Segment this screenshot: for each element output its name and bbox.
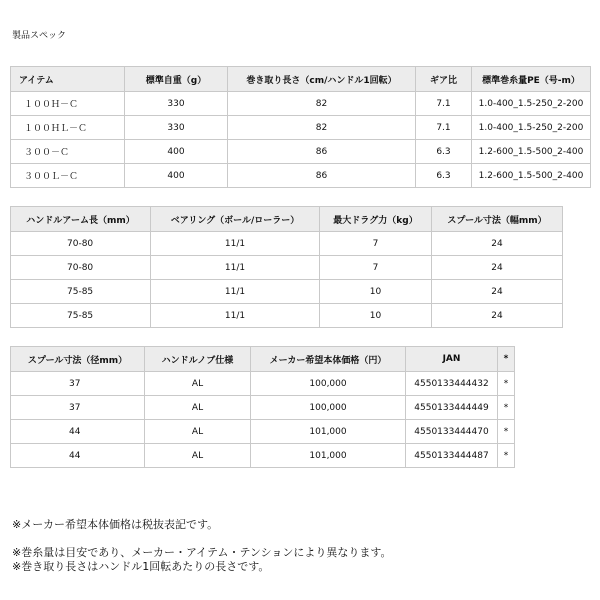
table-cell: 400 — [125, 164, 228, 188]
column-header: ハンドルアーム長（mm） — [11, 207, 151, 232]
table-cell: 1.0-400_1.5-250_2-200 — [472, 116, 591, 140]
table-cell: 44 — [11, 444, 145, 468]
table-cell: 11/1 — [151, 280, 320, 304]
table-cell: AL — [145, 372, 251, 396]
table-cell: 100,000 — [251, 372, 406, 396]
spec-table-3 — [10, 346, 515, 468]
column-header: ベアリング（ボール/ローラー） — [151, 207, 320, 232]
table-row — [11, 232, 563, 256]
table-cell: 400 — [125, 140, 228, 164]
table-cell: ３００－Ｃ — [11, 140, 125, 164]
table-cell: 75-85 — [11, 304, 151, 328]
spec-table-1 — [10, 66, 591, 188]
note-line-capacity: ※巻糸量は目安であり、メーカー・アイテム・テンションにより異なります。 — [12, 546, 392, 559]
table-cell: * — [498, 396, 515, 420]
table-cell: 6.3 — [416, 140, 472, 164]
column-header: * — [498, 347, 515, 372]
table-cell: AL — [145, 420, 251, 444]
table-cell: * — [498, 372, 515, 396]
table-cell: * — [498, 444, 515, 468]
table-cell: 7 — [320, 256, 432, 280]
table-cell: 4550133444470 — [406, 420, 498, 444]
table-row — [11, 372, 515, 396]
page-title: 製品スペック — [12, 31, 67, 41]
table-cell: 11/1 — [151, 256, 320, 280]
table-cell: 70-80 — [11, 232, 151, 256]
column-header: ギア比 — [416, 67, 472, 92]
table-cell: 70-80 — [11, 256, 151, 280]
table-cell: 24 — [432, 280, 563, 304]
table-cell: 82 — [228, 92, 416, 116]
table-row — [11, 444, 515, 468]
table-cell: 24 — [432, 232, 563, 256]
column-header: アイテム — [11, 67, 125, 92]
table-cell: 1.2-600_1.5-500_2-400 — [472, 140, 591, 164]
table-row — [11, 420, 515, 444]
table-cell: 4550133444487 — [406, 444, 498, 468]
table-header-row — [11, 67, 591, 92]
table-cell: 75-85 — [11, 280, 151, 304]
table-cell: AL — [145, 444, 251, 468]
table-cell: 11/1 — [151, 304, 320, 328]
table-cell: 86 — [228, 140, 416, 164]
table-cell: 6.3 — [416, 164, 472, 188]
table-cell: 86 — [228, 164, 416, 188]
column-header: ハンドルノブ仕様 — [145, 347, 251, 372]
table-cell: ３００Ｌ－Ｃ — [11, 164, 125, 188]
column-header: メーカー希望本体価格（円） — [251, 347, 406, 372]
table-row — [11, 280, 563, 304]
table-cell: 1.2-600_1.5-500_2-400 — [472, 164, 591, 188]
table-cell: 11/1 — [151, 232, 320, 256]
column-header: スプール寸法（径mm） — [11, 347, 145, 372]
table-cell: 101,000 — [251, 420, 406, 444]
table-row — [11, 304, 563, 328]
column-header: スプール寸法（幅mm） — [432, 207, 563, 232]
table-cell: 10 — [320, 280, 432, 304]
table-cell: 44 — [11, 420, 145, 444]
table-row — [11, 140, 591, 164]
table-cell: 7.1 — [416, 116, 472, 140]
table-cell: 101,000 — [251, 444, 406, 468]
notes — [12, 518, 392, 574]
table-cell: AL — [145, 396, 251, 420]
table-row — [11, 396, 515, 420]
table-cell: 37 — [11, 396, 145, 420]
table-cell: １００ＨＬ－Ｃ — [11, 116, 125, 140]
spec-table-2 — [10, 206, 563, 328]
table-cell: 100,000 — [251, 396, 406, 420]
table-cell: * — [498, 420, 515, 444]
table-cell: 330 — [125, 92, 228, 116]
table-header-row — [11, 207, 563, 232]
table-cell: 7.1 — [416, 92, 472, 116]
note-tax: ※メーカー希望本体価格は税抜表記です。 — [12, 518, 219, 531]
column-header: 最大ドラグ力（kg） — [320, 207, 432, 232]
column-header: JAN — [406, 347, 498, 372]
table-cell: 7 — [320, 232, 432, 256]
table-cell: 4550133444449 — [406, 396, 498, 420]
note-retrieve-length: ※巻き取り長さはハンドル1回転あたりの長さです。 — [12, 560, 270, 573]
table-cell: 4550133444432 — [406, 372, 498, 396]
table-cell: 24 — [432, 256, 563, 280]
table-cell: 1.0-400_1.5-250_2-200 — [472, 92, 591, 116]
table-cell: 10 — [320, 304, 432, 328]
table-cell: 330 — [125, 116, 228, 140]
column-header: 巻き取り長さ（cm/ハンドル1回転） — [228, 67, 416, 92]
table-row — [11, 116, 591, 140]
table-row — [11, 92, 591, 116]
table-row — [11, 164, 591, 188]
table-cell: 37 — [11, 372, 145, 396]
column-header: 標準自重（g） — [125, 67, 228, 92]
column-header: 標準巻糸量PE（号-m） — [472, 67, 591, 92]
table-cell: 24 — [432, 304, 563, 328]
table-cell: 82 — [228, 116, 416, 140]
table-header-row — [11, 347, 515, 372]
table-row — [11, 256, 563, 280]
table-cell: １００Ｈ－Ｃ — [11, 92, 125, 116]
